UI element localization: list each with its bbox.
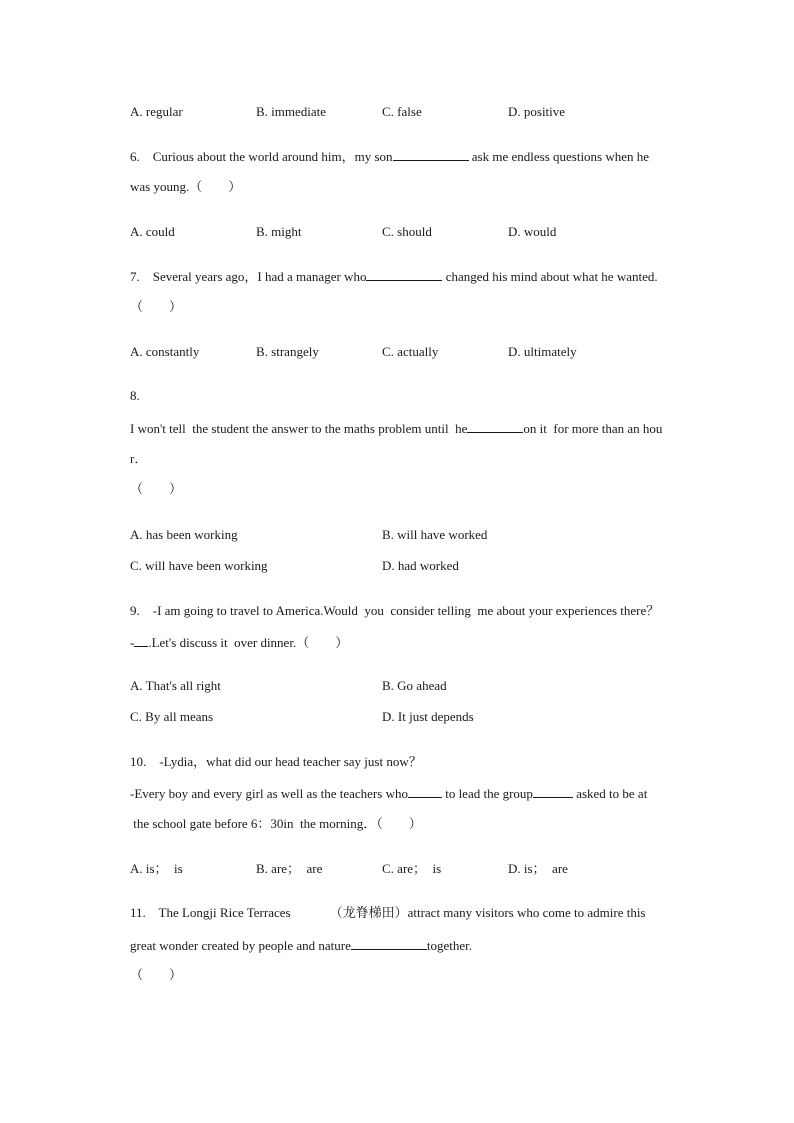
q10-stem-text-b: to lead the group <box>441 786 533 801</box>
q10-stem-text-c: asked to be at <box>572 786 648 801</box>
answer-blank <box>467 420 523 433</box>
q8-stem-text-b: on it for more than an hou <box>523 421 663 436</box>
q9-stem-text-b: .Let's discuss it over dinner.（ ） <box>148 635 349 650</box>
answer-blank-1 <box>408 785 442 798</box>
q5-option-d: D. positive <box>508 104 566 119</box>
q10-option-d: D. is； are <box>508 861 568 876</box>
q11-stem-line-1: 11. The Longji Rice Terraces （龙脊梯田）attract many visitors who come to admire this <box>130 905 646 920</box>
q8-stem-line-2: r． <box>130 451 148 466</box>
q9-stem-line-2 <box>130 634 348 651</box>
q10-option-c: C. are； is <box>382 861 442 876</box>
q10-stem-line-3: the school gate before 6：30in the morning．（ ） <box>130 816 422 831</box>
q6-stem-line-2: was young.（ ） <box>130 179 242 194</box>
q11-stem-text-a: great wonder created by people and nature <box>130 938 351 953</box>
q9-option-a: A. That's all right <box>130 678 221 693</box>
q9-stem-text-a: - <box>130 635 135 650</box>
q7-stem-text-a: 7. Several years ago，I had a manager who <box>130 269 367 284</box>
answer-blank <box>366 268 442 281</box>
q6-option-d: D. would <box>508 224 557 239</box>
q11-stem-line-2 <box>130 937 472 954</box>
answer-blank <box>351 937 427 950</box>
q7-option-c: C. actually <box>382 344 439 359</box>
q9-stem-line-1: 9. -I am going to travel to America.Would you consider telling me about your experiences there？ <box>130 603 660 618</box>
q7-option-a: A. constantly <box>130 344 200 359</box>
q10-stem-line-2 <box>130 785 647 802</box>
q9-option-b: B. Go ahead <box>382 678 447 693</box>
q8-option-c: C. will have been working <box>130 558 268 573</box>
q10-stem-text-a: -Every boy and every girl as well as the teachers who <box>130 786 408 801</box>
answer-blank-2 <box>533 785 573 798</box>
q8-stem-line-1 <box>130 420 662 437</box>
q10-option-a: A. is； is <box>130 861 183 876</box>
q9-option-c: C. By all means <box>130 709 214 724</box>
q7-option-d: D. ultimately <box>508 344 577 359</box>
q5-option-a: A. regular <box>130 104 183 119</box>
q7-stem-text-b: changed his mind about what he wanted. <box>442 269 658 284</box>
q8-option-a: A. has been working <box>130 527 238 542</box>
q11-stem-line-3: （ ） <box>130 967 183 982</box>
q6-stem-text-b: ask me endless questions when he <box>468 149 650 164</box>
q5-option-b: B. immediate <box>256 104 327 119</box>
q9-option-d: D. It just depends <box>382 709 474 724</box>
q6-option-b: B. might <box>256 224 302 239</box>
q8-stem-line-3: （ ） <box>130 481 183 496</box>
q11-stem-text-b: together. <box>426 938 473 953</box>
q6-option-c: C. should <box>382 224 432 239</box>
answer-blank <box>134 634 148 647</box>
q6-stem-text-a: 6. Curious about the world around him，my son <box>130 149 393 164</box>
q7-stem-line-1 <box>130 268 658 285</box>
answer-blank <box>393 148 469 161</box>
q6-stem-line-1 <box>130 148 649 165</box>
q10-option-b: B. are； are <box>256 861 323 876</box>
q7-stem-line-2: （ ） <box>130 299 183 314</box>
q8-option-b: B. will have worked <box>382 527 488 542</box>
q10-stem-line-1: 10. -Lydia，what did our head teacher say just now？ <box>130 754 422 769</box>
q8-stem-text-a: I won't tell the student the answer to the maths problem until he <box>130 421 468 436</box>
q6-option-a: A. could <box>130 224 175 239</box>
q5-option-c: C. false <box>382 104 422 119</box>
q7-option-b: B. strangely <box>256 344 319 359</box>
q8-number: 8. <box>130 388 140 403</box>
q8-option-d: D. had worked <box>382 558 459 573</box>
